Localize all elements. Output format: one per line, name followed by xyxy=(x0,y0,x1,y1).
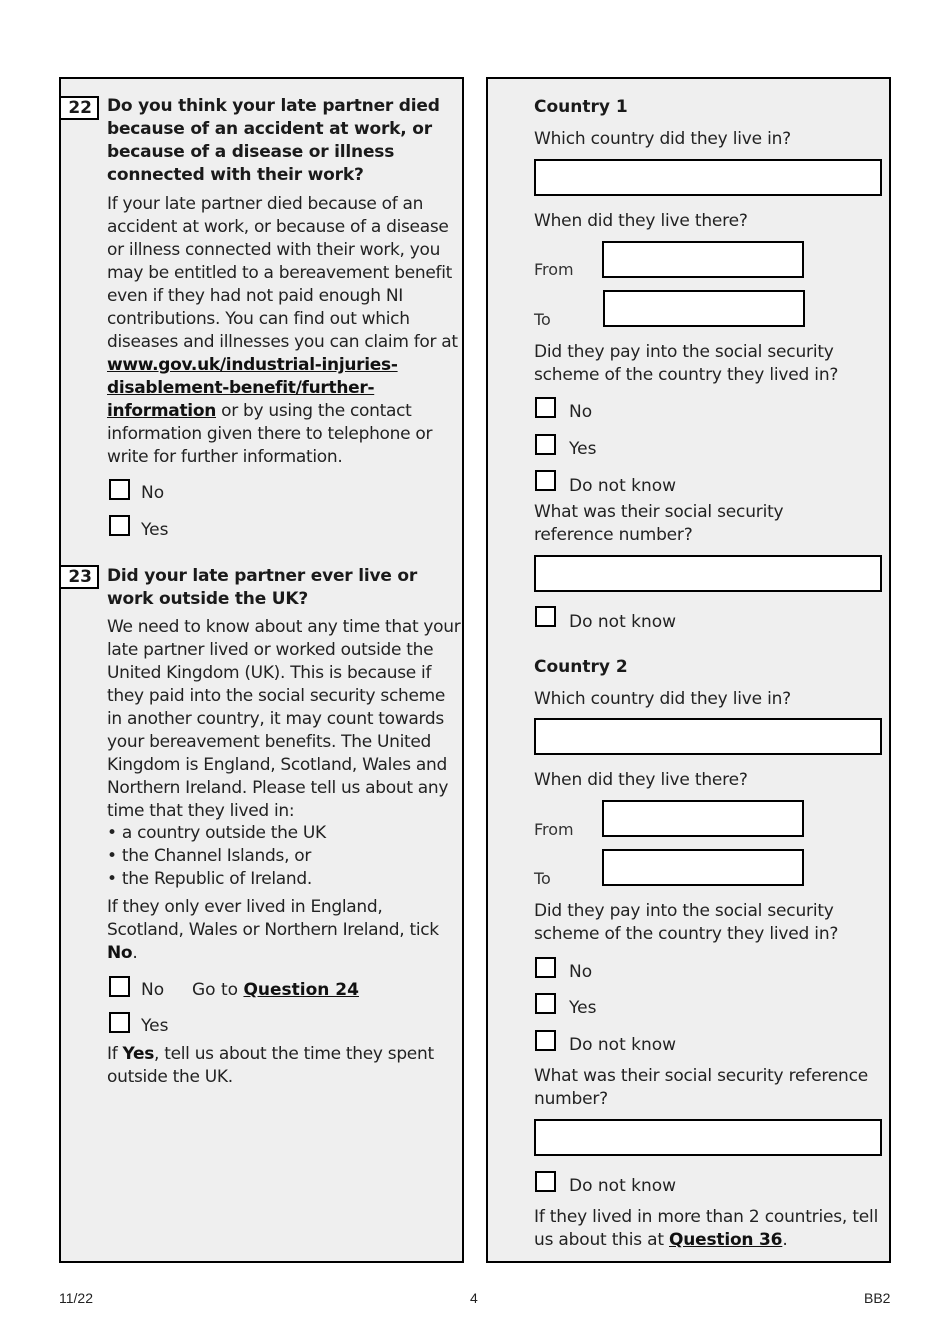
country-2-paid-question: Did they pay into the social security scheme of the country they lived in? xyxy=(534,901,839,944)
country-1-paid-dnk-checkbox[interactable] xyxy=(535,470,556,491)
country-2-paid-dnk-label: Do not know xyxy=(569,1035,677,1055)
country-1-to-input[interactable] xyxy=(603,290,805,327)
country-1-ref-dnk-label: Do not know xyxy=(569,612,677,632)
q22-no-label: No xyxy=(141,483,165,503)
country-2-to-label: To xyxy=(534,869,551,888)
country-2-paid-no-label: No xyxy=(569,962,593,982)
q22-yes-label: Yes xyxy=(141,520,169,540)
country-1-from-input[interactable] xyxy=(602,241,804,278)
country-1-paid-no-checkbox[interactable] xyxy=(535,397,556,418)
q23-yes-label: Yes xyxy=(141,1016,169,1036)
country-2-to-input[interactable] xyxy=(602,849,804,886)
country-1-ref-question: What was their social security reference number? xyxy=(534,502,784,545)
country-2-ref-dnk-label: Do not know xyxy=(569,1176,677,1196)
country-1-paid-yes-label: Yes xyxy=(569,439,597,459)
country-1-paid-yes-checkbox[interactable] xyxy=(535,434,556,455)
left-panel xyxy=(59,77,464,1263)
q23-no-label: No xyxy=(141,980,165,1000)
more-countries-note: If they lived in more than 2 countries, tell us about this at Question 36. xyxy=(534,1207,879,1250)
question-number-22: 22 xyxy=(59,96,99,120)
right-panel xyxy=(486,77,891,1263)
country-2-from-label: From xyxy=(534,820,574,839)
footer-form-code: BB2 xyxy=(864,1290,891,1306)
country-1-from-label: From xyxy=(534,260,574,279)
q22-yes-checkbox[interactable] xyxy=(109,515,130,536)
country-1-ref-input[interactable] xyxy=(534,555,882,592)
country-2-ref-input[interactable] xyxy=(534,1119,882,1156)
country-2-when-label: When did they live there? xyxy=(534,770,748,790)
country-2-name-input[interactable] xyxy=(534,718,882,755)
bullet-item: • the Channel Islands, or xyxy=(107,846,312,866)
country-1-paid-no-label: No xyxy=(569,402,593,422)
country-2-from-input[interactable] xyxy=(602,800,804,837)
question-23-tick-instruction: If they only ever lived in England, Scotland, Wales or Northern Ireland, tick No. xyxy=(107,897,439,963)
question-23-title: Did your late partner ever live or work outside the UK? xyxy=(107,566,418,609)
country-2-paid-yes-checkbox[interactable] xyxy=(535,993,556,1014)
goto-instruction: Go to Question 24 xyxy=(192,980,359,1000)
country-1-name-input[interactable] xyxy=(534,159,882,196)
question-23-body: We need to know about any time that your late partner lived or worked outside the United Kingdom (UK). This is because if they paid into the social security scheme in another country, it may count towards your bereavement benefits. The United Kingdom is England, Scotland, Wales and Northern Ireland. Please tell us about any time that they lived in: xyxy=(107,617,461,821)
country-1-ref-dnk-checkbox[interactable] xyxy=(535,606,556,627)
bullet-item: • the Republic of Ireland. xyxy=(107,869,312,889)
question-number-23: 23 xyxy=(59,565,99,589)
q23-if-yes-text: If Yes, tell us about the time they spent outside the UK. xyxy=(107,1044,434,1087)
footer-page-number: 4 xyxy=(470,1290,478,1306)
country-2-ref-dnk-checkbox[interactable] xyxy=(535,1171,556,1192)
q23-no-checkbox[interactable] xyxy=(109,976,130,997)
country-2-paid-no-checkbox[interactable] xyxy=(535,957,556,978)
country-1-paid-question: Did they pay into the social security scheme of the country they lived in? xyxy=(534,342,839,385)
country-1-paid-dnk-label: Do not know xyxy=(569,476,677,496)
q22-no-checkbox[interactable] xyxy=(109,479,130,500)
question-22-body: If your late partner died because of an accident at work, or because of a disease or illness connected with their work, you may be entitled to a bereavement benefit even if they had not paid enough NI contributions. You can find out which diseases and illnesses you can claim for at www.gov.uk/industrial-injuries-disablement-benefit/further-information or by using the contact information given there to telephone or write for further information. xyxy=(107,194,458,467)
country-2-heading: Country 2 xyxy=(534,657,628,677)
question-36-link[interactable]: Question 36 xyxy=(669,1230,783,1250)
industrial-injuries-link[interactable]: www.gov.uk/industrial-injuries-disablement-benefit/further-information xyxy=(107,355,398,421)
country-2-paid-dnk-checkbox[interactable] xyxy=(535,1030,556,1051)
question-24-link[interactable]: Question 24 xyxy=(243,980,359,1000)
footer-date: 11/22 xyxy=(59,1290,93,1306)
country-1-to-label: To xyxy=(534,310,551,329)
bullet-item: • a country outside the UK xyxy=(107,823,326,843)
question-23-bullets xyxy=(107,822,463,891)
country-1-which-label: Which country did they live in? xyxy=(534,129,792,149)
country-1-heading: Country 1 xyxy=(534,97,628,117)
country-2-ref-question: What was their social security reference number? xyxy=(534,1066,868,1109)
question-22-title: Do you think your late partner died because of an accident at work, or because of a disease or illness connected with their work? xyxy=(107,96,440,185)
country-2-which-label: Which country did they live in? xyxy=(534,689,792,709)
q23-yes-checkbox[interactable] xyxy=(109,1012,130,1033)
country-1-when-label: When did they live there? xyxy=(534,211,748,231)
country-2-paid-yes-label: Yes xyxy=(569,998,597,1018)
